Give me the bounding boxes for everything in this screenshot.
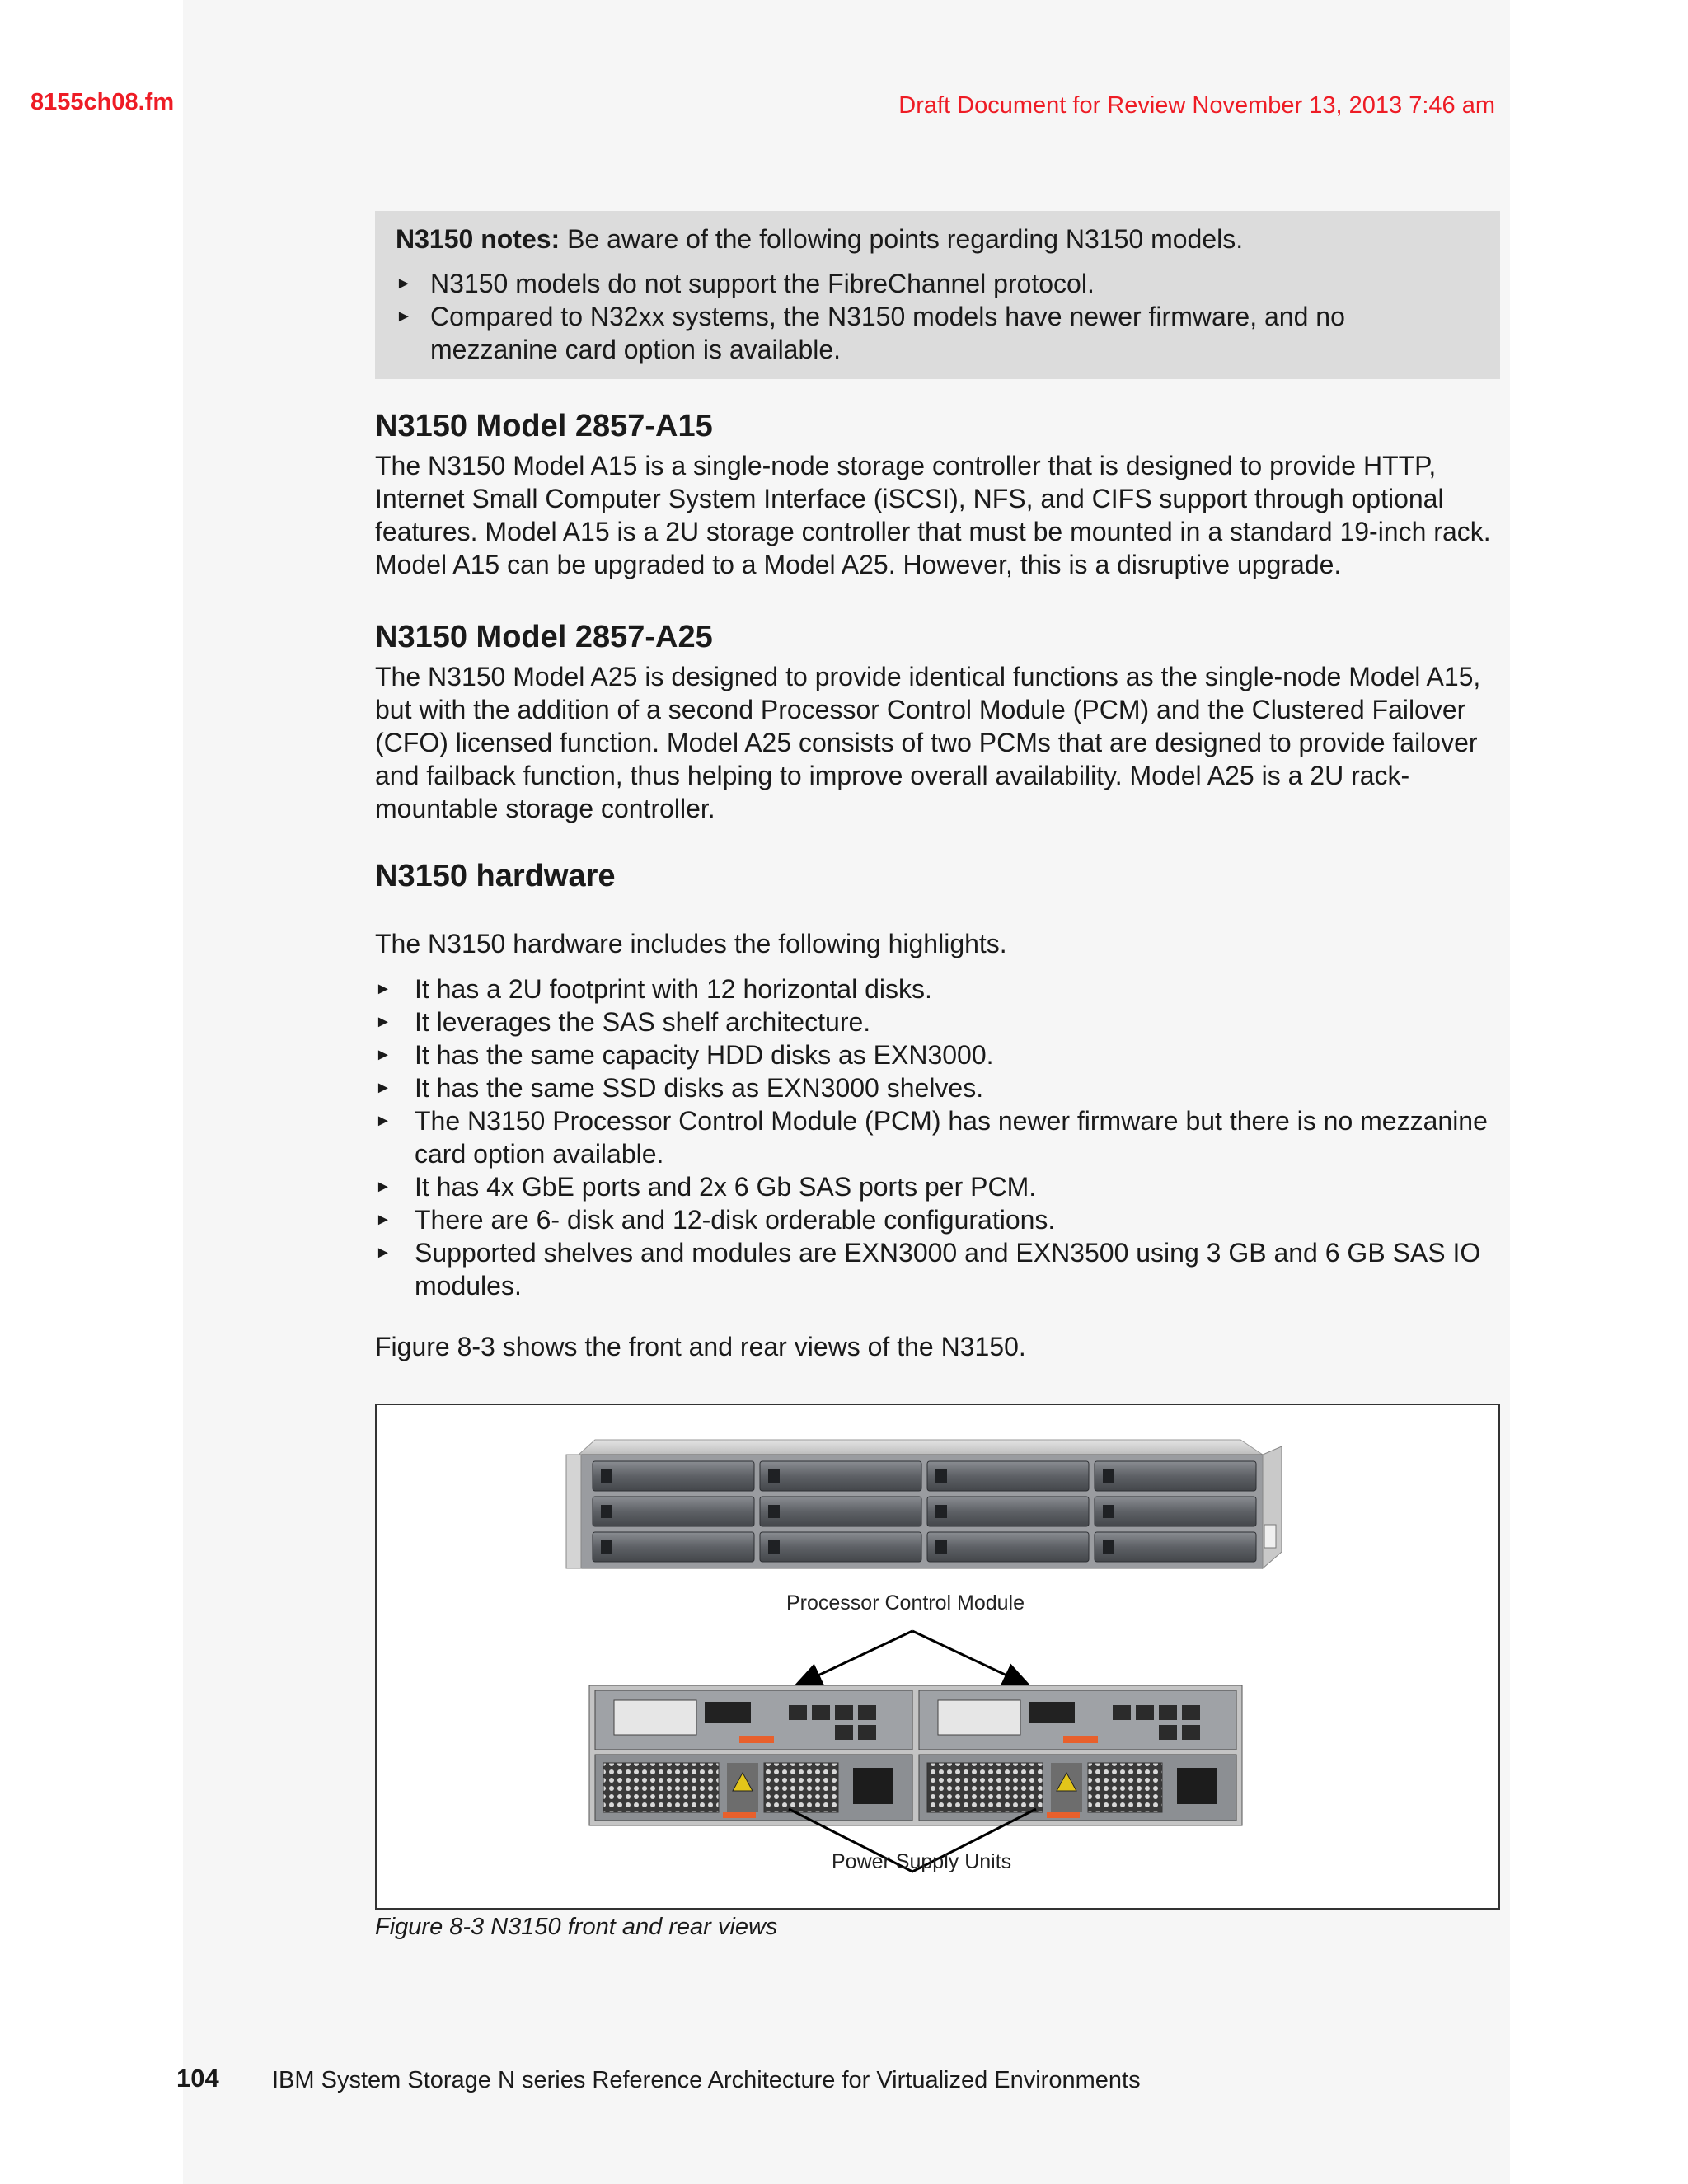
list-item: ► It has the same capacity HDD disks as EXN3000. xyxy=(375,1040,994,1070)
bullet-triangle-icon: ► xyxy=(375,1112,392,1130)
hardware-intro: The N3150 hardware includes the following highlights. xyxy=(375,929,1007,958)
footer-page-number: 104 xyxy=(176,2064,219,2093)
list-item: ► Supported shelves and modules are EXN3000 and EXN3500 using 3 GB and 6 GB SAS IO modules. xyxy=(375,1238,1481,1301)
section-body-a15: The N3150 Model A15 is a single-node storage controller that is designed to provide HTTP, Internet Small Computer System Interface (iSCSI), NFS, and CIFS support through optional features. Model A15 is a 2U storage controller that must be mounted in a standard 19-inch rack. Model A15 can be upgraded to a Model A25. However, this is a disruptive upgrade. xyxy=(375,451,1491,579)
bullet-triangle-icon: ► xyxy=(375,980,392,998)
bullet-triangle-icon: ► xyxy=(375,1013,392,1031)
label-processor-control-module: Processor Control Module xyxy=(786,1591,1025,1615)
section-heading-a25: N3150 Model 2857-A25 xyxy=(375,620,713,654)
figure-reference: Figure 8-3 shows the front and rear views of the N3150. xyxy=(375,1332,1026,1361)
header-file-name: 8155ch08.fm xyxy=(30,89,175,115)
bullet-triangle-icon: ► xyxy=(375,1244,392,1262)
section-body-a25: The N3150 Model A25 is designed to provide identical functions as the single-node Model A15, but with the addition of a second Processor Control Module (PCM) and the Clustered Failover (CFO) licensed function. Model A25 consists of two PCMs that are designed to provide failover and failback function, thus helping to improve overall availability. Model A25 is a 2U rack-mountable storage controller. xyxy=(375,662,1481,823)
figure-frame xyxy=(375,1404,1500,1910)
rear-view-chassis xyxy=(589,1685,1242,1825)
list-item: ► It leverages the SAS shelf architecture. xyxy=(375,1007,871,1037)
bullet-triangle-icon: ► xyxy=(375,1079,392,1097)
list-item: ► It has a 2U footprint with 12 horizontal disks. xyxy=(375,974,932,1004)
note-title: N3150 notes: xyxy=(396,224,560,254)
bullet-triangle-icon: ► xyxy=(375,1178,392,1196)
list-item: ► There are 6- disk and 12-disk orderable configurations. xyxy=(375,1205,1056,1235)
bullet-triangle-icon: ► xyxy=(396,307,412,326)
list-item: ► It has the same SSD disks as EXN3000 shelves. xyxy=(375,1073,984,1103)
label-power-supply-units: Power Supply Units xyxy=(832,1850,1012,1873)
bullet-triangle-icon: ► xyxy=(375,1211,392,1229)
section-heading-hardware: N3150 hardware xyxy=(375,859,616,893)
section-heading-a15: N3150 Model 2857-A15 xyxy=(375,409,713,443)
note-list xyxy=(396,267,1479,366)
bullet-triangle-icon: ► xyxy=(375,1046,392,1064)
list-item: ► It has 4x GbE ports and 2x 6 Gb SAS ports per PCM. xyxy=(375,1172,1037,1202)
footer-book-title: IBM System Storage N series Reference Architecture for Virtualized Environments xyxy=(272,2067,1141,2093)
header-draft-notice: Draft Document for Review November 13, 2013 7:46 am xyxy=(898,92,1495,119)
note-box xyxy=(375,211,1500,379)
note-intro xyxy=(396,223,1479,255)
list-item: ► The N3150 Processor Control Module (PCM) has newer firmware but there is no mezzanine card option available. xyxy=(375,1106,1488,1169)
bullet-triangle-icon: ► xyxy=(396,274,412,293)
front-view-chassis xyxy=(566,1440,1282,1568)
n3150-illustration xyxy=(377,1405,1498,1908)
figure-caption: Figure 8-3 N3150 front and rear views xyxy=(375,1914,778,1940)
note-intro-text: Be aware of the following points regarding N3150 models. xyxy=(560,224,1244,254)
note-item: ► N3150 models do not support the FibreChannel protocol. xyxy=(396,269,1095,298)
note-item: ► Compared to N32xx systems, the N3150 models have newer firmware, and no mezzanine card option is available. xyxy=(396,302,1345,364)
hardware-list xyxy=(375,972,1496,1302)
